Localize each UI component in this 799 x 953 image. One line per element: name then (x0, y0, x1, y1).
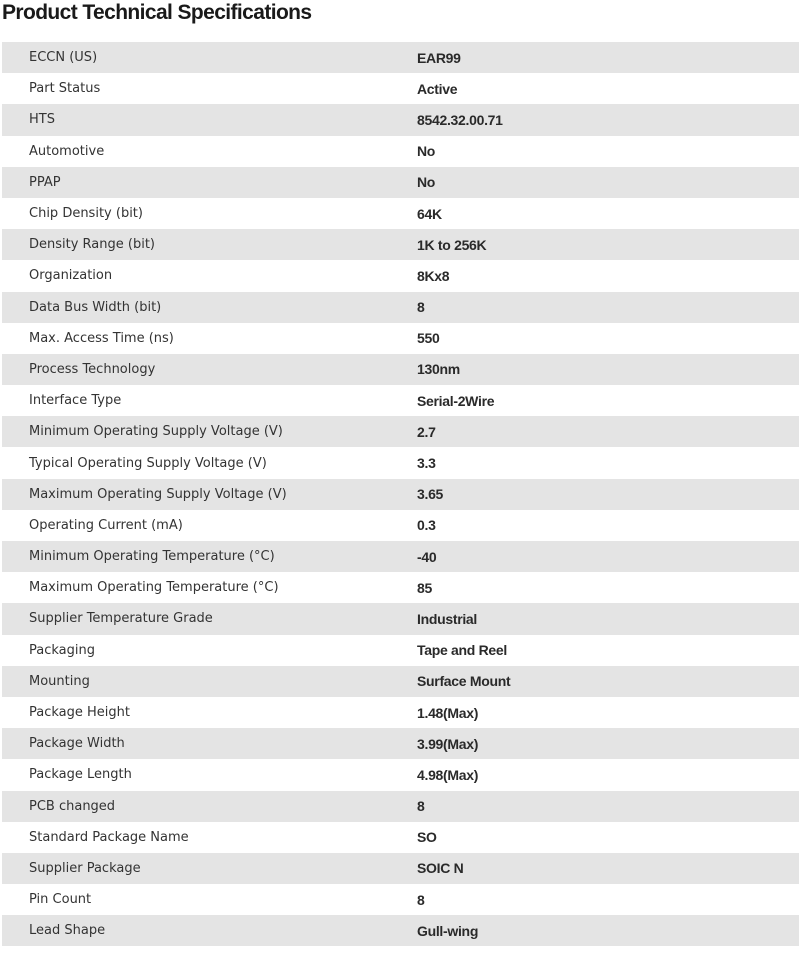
spec-row (2, 759, 799, 790)
spec-label: Package Height (29, 705, 130, 721)
spec-value: Tape and Reel (417, 642, 507, 659)
spec-label: Typical Operating Supply Voltage (V) (29, 455, 267, 471)
spec-label: Part Status (29, 81, 101, 97)
page-title: Product Technical Specifications (2, 1, 312, 24)
spec-label: HTS (29, 112, 55, 128)
spec-row (2, 260, 799, 291)
spec-row (2, 479, 799, 510)
spec-value: 64K (417, 205, 442, 222)
spec-label: Operating Current (mA) (29, 517, 183, 533)
spec-value: 4.98(Max) (417, 766, 479, 783)
spec-row (2, 915, 799, 946)
spec-value: No (417, 143, 436, 160)
spec-value: 8Kx8 (417, 267, 450, 284)
spec-value: 8 (417, 891, 425, 908)
spec-value: 85 (417, 579, 432, 596)
spec-label: Maximum Operating Temperature (°C) (29, 580, 279, 596)
spec-value: 1.48(Max) (417, 704, 479, 721)
spec-row (2, 104, 799, 135)
spec-row (2, 822, 799, 853)
spec-value: 8 (417, 299, 425, 316)
spec-label: PCB changed (29, 798, 116, 814)
spec-label: Minimum Operating Temperature (°C) (29, 549, 275, 565)
spec-label: Chip Density (bit) (29, 206, 143, 222)
spec-value: Active (417, 80, 458, 97)
spec-label: Data Bus Width (bit) (29, 299, 162, 315)
spec-value: 1K to 256K (417, 236, 487, 253)
spec-value: 3.65 (417, 486, 444, 503)
spec-row (2, 198, 799, 229)
spec-value: 550 (417, 330, 440, 347)
spec-row (2, 416, 799, 447)
spec-label: ECCN (US) (29, 50, 98, 66)
spec-row (2, 167, 799, 198)
spec-label: Supplier Package (29, 860, 141, 876)
spec-label: PPAP (29, 174, 61, 190)
spec-row (2, 884, 799, 915)
spec-value: 0.3 (417, 517, 436, 534)
spec-value: Industrial (417, 610, 478, 627)
spec-row (2, 447, 799, 478)
spec-label: Automotive (29, 143, 105, 159)
spec-label: Lead Shape (29, 923, 106, 939)
spec-value: -40 (417, 548, 437, 565)
spec-row (2, 572, 799, 603)
spec-value: SO (417, 829, 437, 846)
spec-label: Pin Count (29, 892, 92, 908)
spec-value: SOIC N (417, 860, 464, 877)
spec-label: Standard Package Name (29, 829, 189, 845)
spec-row (2, 323, 799, 354)
spec-label: Interface Type (29, 393, 122, 409)
spec-label: Packaging (29, 642, 95, 658)
spec-row (2, 229, 799, 260)
spec-row (2, 292, 799, 323)
spec-row (2, 136, 799, 167)
spec-label: Organization (29, 268, 113, 284)
spec-label: Maximum Operating Supply Voltage (V) (29, 486, 287, 502)
spec-value: Gull-wing (417, 922, 479, 939)
spec-value: EAR99 (417, 49, 461, 66)
spec-label: Package Length (29, 767, 132, 783)
spec-row (2, 697, 799, 728)
spec-label: Minimum Operating Supply Voltage (V) (29, 424, 283, 440)
spec-label: Density Range (bit) (29, 237, 155, 253)
spec-row (2, 42, 799, 73)
spec-value: 3.3 (417, 455, 436, 472)
spec-label: Package Width (29, 736, 125, 752)
spec-label: Supplier Temperature Grade (29, 611, 213, 627)
spec-row (2, 73, 799, 104)
spec-row (2, 635, 799, 666)
spec-row (2, 853, 799, 884)
spec-value: 3.99(Max) (417, 735, 479, 752)
spec-value: 8542.32.00.71 (417, 111, 503, 128)
spec-row (2, 510, 799, 541)
spec-label: Mounting (29, 673, 90, 689)
spec-value: 2.7 (417, 423, 436, 440)
spec-label: Process Technology (29, 361, 156, 377)
spec-row (2, 666, 799, 697)
spec-row (2, 791, 799, 822)
spec-value: Serial-2Wire (417, 392, 495, 409)
spec-row (2, 385, 799, 416)
spec-table (2, 42, 799, 946)
spec-value: 8 (417, 798, 425, 815)
spec-value: 130nm (417, 361, 460, 378)
spec-value: No (417, 174, 436, 191)
spec-row (2, 354, 799, 385)
spec-row (2, 541, 799, 572)
spec-row (2, 603, 799, 634)
spec-row (2, 728, 799, 759)
spec-label: Max. Access Time (ns) (29, 330, 174, 346)
spec-value: Surface Mount (417, 673, 511, 690)
